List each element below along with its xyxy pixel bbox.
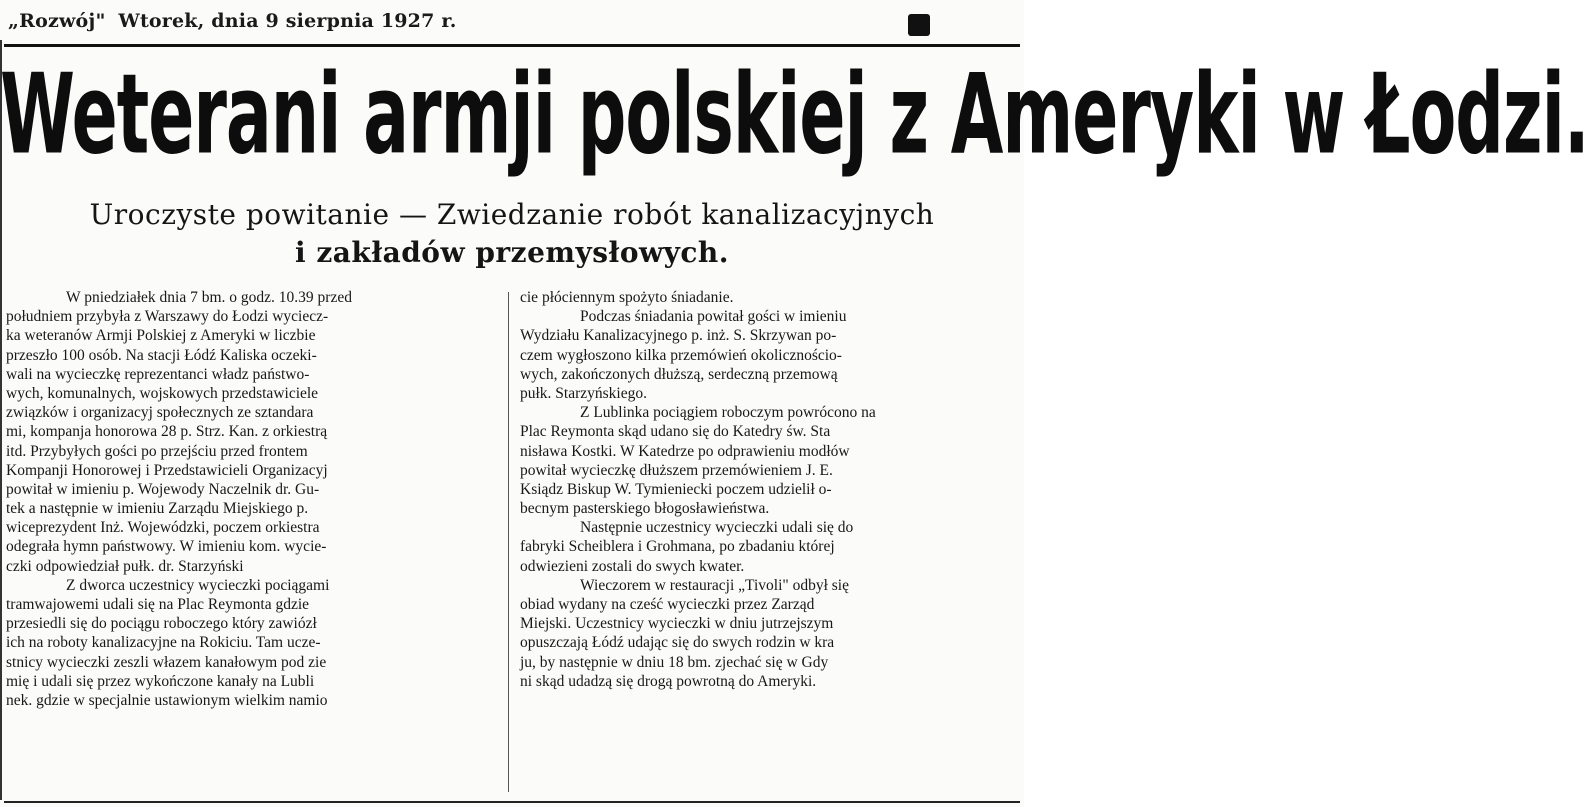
article-text-line: powitał w imieniu p. Wojewody Naczelnik dr. Gu- — [6, 480, 320, 498]
article-text-line: wych, komunalnych, wojskowych przedstawiciele — [6, 384, 319, 402]
article-text-line: obiad wydany na cześć wycieczki przez Zarząd — [520, 596, 815, 613]
article-text-line: czem wygłoszono kilka przemówień okolicznościo- — [520, 346, 842, 364]
article-text-line: mię i udali się przez wykończone kanały na Lubli — [6, 672, 315, 690]
subheadline-line-1: Uroczyste powitanie — Zwiedzanie robót kanalizacyjnych — [89, 198, 935, 231]
article-text-line: cie płóciennym spożyto śniadanie. — [520, 289, 734, 306]
article-text-line: Plac Reymonta skąd udano się do Katedry św. Sta — [520, 423, 831, 441]
article-text-line: opuszczają Łódź udając się do swych rodzin w kra — [520, 634, 835, 652]
subheadline-line-2: i zakładów przemysłowych. — [294, 236, 730, 269]
article-text-line: Podczas śniadania powitał gości w imieniu — [580, 308, 847, 326]
article-text-line: pułk. Starzyńskiego. — [520, 384, 647, 402]
article-text-line: becnym pasterskiego błogosławieństwa. — [520, 500, 770, 518]
article-column-right — [520, 288, 1002, 691]
article-text-line: ni skąd udadzą się drogą powrotną do Ameryki. — [520, 672, 817, 690]
paper-name: „Rozwój" — [8, 10, 106, 32]
article-text-line: czki odpowiedział pułk. dr. Starzyński — [6, 557, 244, 575]
article-text-line: odegrała hymn państwowy. W imieniu kom. wycie- — [6, 538, 327, 556]
article-text-line: Z dworca uczestnicy wycieczki pociągami — [66, 576, 330, 594]
article-text-line: nek. gdzie w specjalnie ustawionym wielkim namio — [6, 691, 328, 709]
article-text-line: ju, by następnie w dniu 18 bm. zjechać się w Gdy — [520, 653, 829, 671]
article-text-line: wali na wycieczkę reprezentanci władz państwo- — [6, 365, 310, 383]
header-rule — [4, 44, 1020, 47]
column-divider — [508, 292, 509, 792]
issue-date: Wtorek, dnia 9 sierpnia 1927 r. — [118, 10, 457, 32]
article-text-line: mi, kompanja honorowa 28 p. Strz. Kan. z orkiestrą — [6, 423, 328, 441]
article-text-line: odwiezieni zostali do swych kwater. — [520, 557, 745, 575]
article-text-line: przeszło 100 osób. Na stacji Łódź Kaliska oczeki- — [6, 346, 317, 364]
article-subheadline — [0, 196, 1024, 272]
article-text-line: Ksiądz Biskup W. Tymieniecki poczem udzielił o- — [520, 480, 832, 498]
bottom-rule — [4, 801, 1020, 803]
article-headline: Weterani armji polskiej z Ameryki w Łodzi. — [0, 52, 1589, 181]
article-text-line: Wydziału Kanalizacyjnego p. inż. S. Skrzywan po- — [520, 327, 837, 345]
article-text-line: związków i organizacyj społecznych ze sztandara — [6, 404, 314, 422]
article-text-line: Kompanji Honorowej i Przedstawicieli Organizacyj — [6, 461, 328, 479]
newspaper-header — [8, 10, 463, 32]
article-text-line: wych, zakończonych dłuższą, serdeczną przemową — [520, 365, 838, 383]
article-text-line: Wieczorem w restauracji „Tivoli" odbył się — [580, 576, 849, 594]
article-text-line: fabryki Scheiblera i Grohmana, po zbadaniu której — [520, 538, 835, 556]
article-text-line: powitał wycieczkę dłuższem przemówieniem J. E. — [520, 461, 833, 479]
article-text-line: W pniedziałek dnia 7 bm. o godz. 10.39 przed — [66, 289, 352, 306]
article-text-line: Miejski. Uczestnicy wycieczki w dniu jutrzejszym — [520, 615, 834, 633]
article-text-line: przesiedli się do pociągu roboczego który zawiózł — [6, 615, 317, 633]
article-text-line: Z Lublinka pociągiem roboczym powrócono na — [580, 404, 876, 422]
article-text-line: nisława Kostki. W Katedrze po odprawieniu modłów — [520, 442, 850, 460]
article-text-line: Następnie uczestnicy wycieczki udali się do — [580, 519, 854, 537]
article-text-line: itd. Przybyłych gości po przejściu przed frontem — [6, 442, 308, 460]
article-text-line: tek a następnie w imieniu Zarządu Miejskiego p. — [6, 500, 309, 518]
article-text-line: południem przybyła z Warszawy do Łodzi wyciecz- — [6, 308, 329, 326]
article-text-line: stnicy wycieczki zeszli włazem kanałowym pod zie — [6, 653, 327, 671]
article-text-line: wiceprezydent Inż. Wojewódzki, poczem orkiestra — [6, 519, 320, 537]
article-column-left — [6, 288, 498, 710]
article-text-line: ka weteranów Armji Polskiej z Ameryki w liczbie — [6, 327, 316, 345]
article-text-line: tramwajowemi udali się na Plac Reymonta gdzie — [6, 596, 310, 613]
page-corner-mark — [908, 14, 930, 36]
article-text-line: ich na roboty kanalizacyjne na Rokiciu. Tam ucze- — [6, 634, 321, 652]
